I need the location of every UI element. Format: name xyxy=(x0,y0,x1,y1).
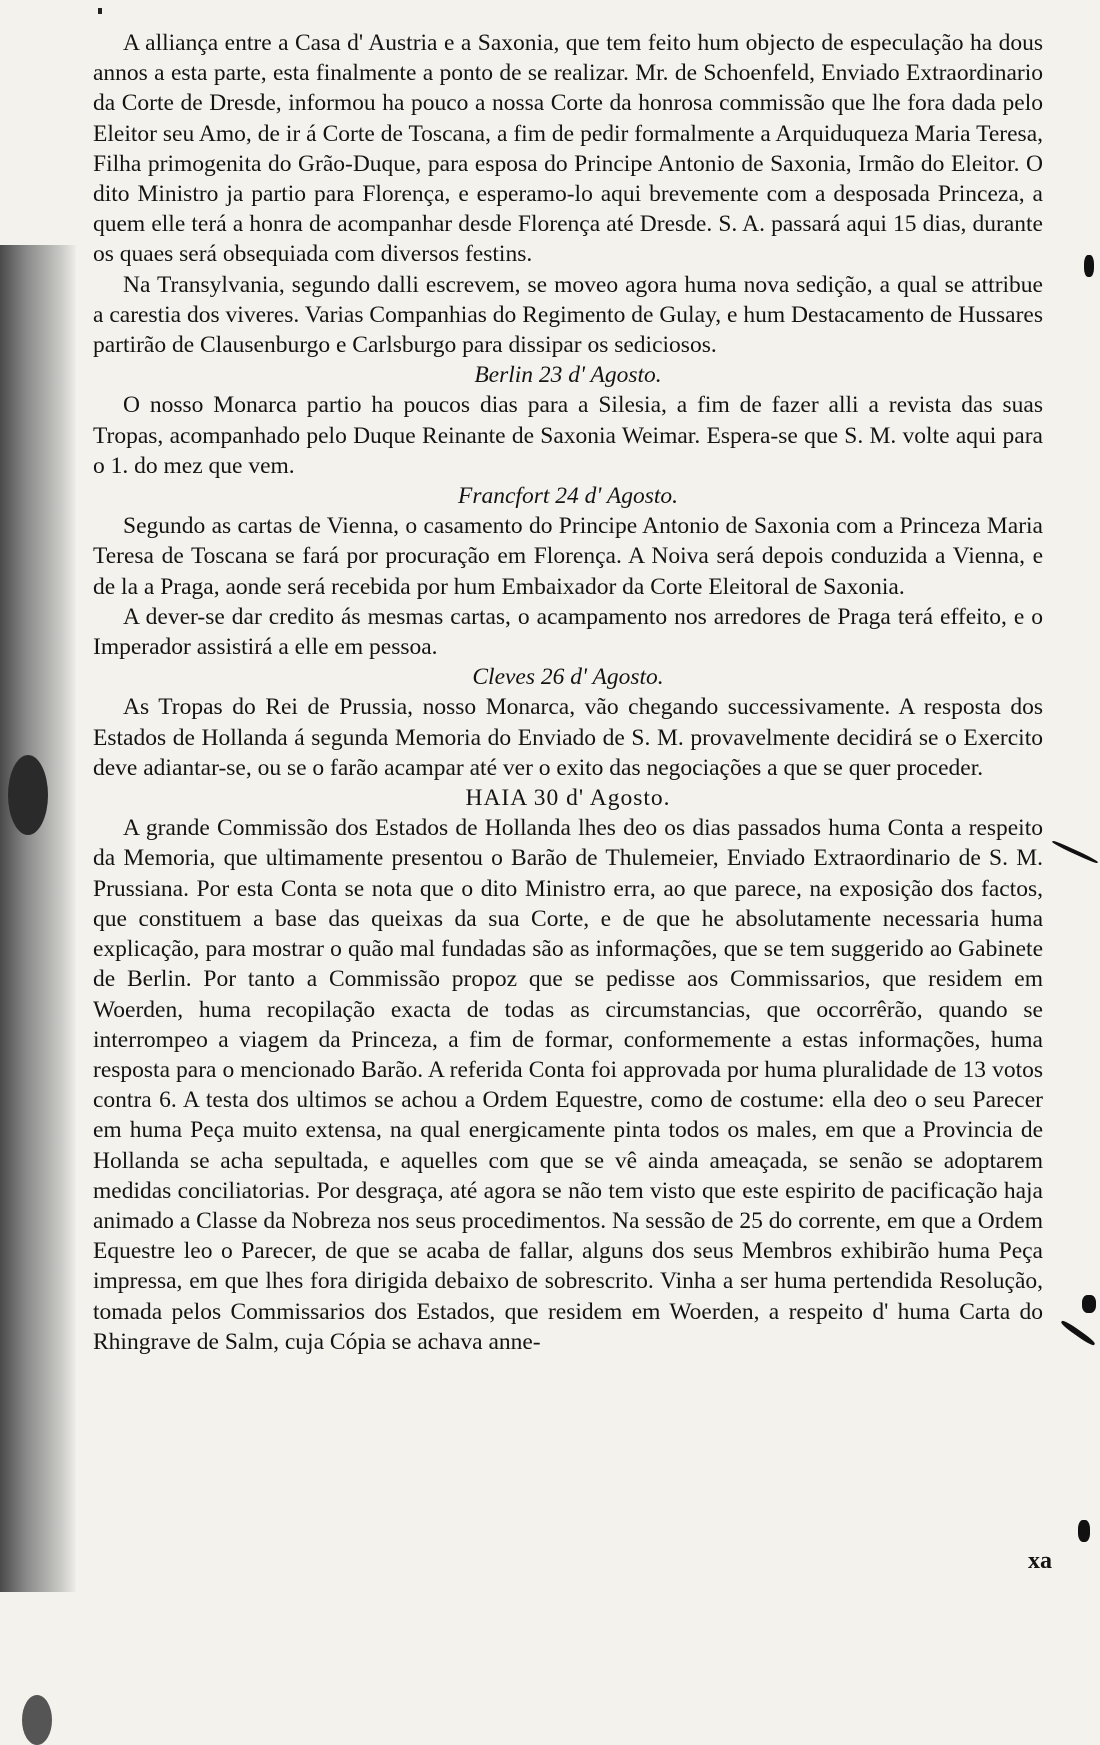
edge-ink-mark xyxy=(1078,1520,1090,1542)
scan-margin-shadow xyxy=(0,245,76,1592)
paragraph-prussian-troops: As Tropas do Rei de Prussia, nosso Monarca, vão chegando successivamente. A resposta dos Estados de Hollanda á segunda Memoria do Enviado de S. M. provavelmente decidirá se o Exercito deve adiantar-se, ou se o farão acampar até ver o exito das negociações a que se quer proceder. xyxy=(93,694,1043,781)
edge-ink-mark xyxy=(1051,840,1098,865)
paragraph-praga-camp: A dever-se dar credito ás mesmas cartas, o acampamento nos arredores de Praga terá effeito, e o Imperador assistirá a elle em pessoa. xyxy=(93,603,1043,661)
paragraph-austria-saxony-alliance: A alliança entre a Casa d' Austria e a Saxonia, que tem feito hum objecto de especulação ha dous annos a esta parte, esta finalmente a ponto de se realizar. Mr. de Schoenfeld, Enviado Extraordinario da Corte de Dresde, informou ha pouco a nossa Corte da honrosa commissão que lhe fora dada pelo Eleitor seu Amo, de ir á Corte de Toscana, a fim de pedir formalmente a Arquiduqueza Maria Teresa, Filha primogenita do Grão-Duque, para esposa do Principe Antonio de Saxonia, Irmão do Eleitor. O dito Ministro ja partio para Florença, e esperamo-lo aqui brevemente com a desposada Princeza, a quem elle terá a honra de acompanhar desde Florença até Dresde. S. A. passará aqui 15 dias, durante os quaes será obsequiada com diversos festins. xyxy=(93,30,1043,268)
edge-ink-mark xyxy=(1084,255,1094,277)
dateline-francfort: Francfort 24 d' Agosto. xyxy=(457,483,678,510)
paragraph-transylvania-sedition: Na Transylvania, segundo dalli escrevem, se moveo agora huma nova sedição, a qual se attribue a carestia dos viveres. Varias Companhias do Regimento de Gulay, e hum Destacamento de Hussares partirão de Clausenburgo e Carlsburgo para dissipar os sediciosos. xyxy=(93,271,1043,359)
edge-ink-mark xyxy=(1060,1319,1096,1347)
dateline-haia: HAIA 30 d' Agosto. xyxy=(465,785,671,812)
newspaper-column xyxy=(93,28,1043,1357)
top-ink-dot xyxy=(98,8,102,14)
dateline-cleves: Cleves 26 d' Agosto. xyxy=(472,664,664,691)
ink-blot xyxy=(22,1695,52,1745)
ink-blot xyxy=(8,755,48,835)
catchword: xa xyxy=(1028,1548,1052,1574)
dateline-berlin: Berlin 23 d' Agosto. xyxy=(474,362,662,389)
edge-ink-mark xyxy=(1082,1295,1096,1313)
paragraph-hollanda-commission: A grande Commissão dos Estados de Hollanda lhes deo os dias passados huma Conta a respeito da Memoria, que ultimamente presentou o Barão de Thulemeier, Enviado Extraordinario de S. M. Prussiana. Por esta Conta se nota que o dito Ministro erra, ao que parece, na exposição dos factos, que constituem a base das queixas da sua Corte, e de que he absolutamente necessaria huma explicação, para mostrar o quão mal fundadas são as informações, que se tem suggerido ao Gabinete de Berlin. Por tanto a Commissão propoz que se pedisse aos Commissarios, que residem em Woerden, huma recopilação exacta de todas as circumstancias, que occorrêrão, quando se interrompeo a viagem da Princeza, a fim de formar, conformemente a estas informações, huma resposta para o mencionado Barão. A referida Conta foi approvada por huma pluralidade de 13 votos contra 6. A testa dos ultimos se achou a Ordem Equestre, como de costume: ella deo o seu Parecer em huma Peça muito extensa, na qual energicamente pinta todos os males, em que a Provincia de Hollanda se acha sepultada, e aquelles com que se vê ainda ameaçada, se senão se adoptarem medidas conciliatorias. Por desgraça, até agora se não tem visto que este espirito de pacificação haja animado a Classe da Nobreza nos seus procedimentos. Na sessão de 25 do corrente, em que a Ordem Equestre leo o Parecer, de que se acaba de fallar, alguns dos seus Membros exhibirão huma Peça impressa, em que lhes fora dirigida debaixo de sobrescrito. Vinha a ser huma pertendida Resolução, tomada pelos Commissarios dos Estados, que residem em Woerden, a respeito d' huma Carta do Rhingrave de Salm, cuja Cópia se achava anne- xyxy=(93,815,1043,1355)
paragraph-vienna-marriage: Segundo as cartas de Vienna, o casamento do Principe Antonio de Saxonia com a Princeza Maria Teresa de Toscana se fará por procuração em Florença. A Noiva será depois conduzida a Vienna, e de la a Praga, aonde será recebida por hum Embaixador da Corte Eleitoral de Saxonia. xyxy=(93,513,1043,600)
paragraph-monarch-silesia: O nosso Monarca partio ha poucos dias para a Silesia, a fim de fazer alli a revista das suas Tropas, acompanhado pelo Duque Reinante de Saxonia Weimar. Espera-se que S. M. volte aqui para o 1. do mez que vem. xyxy=(93,392,1043,479)
